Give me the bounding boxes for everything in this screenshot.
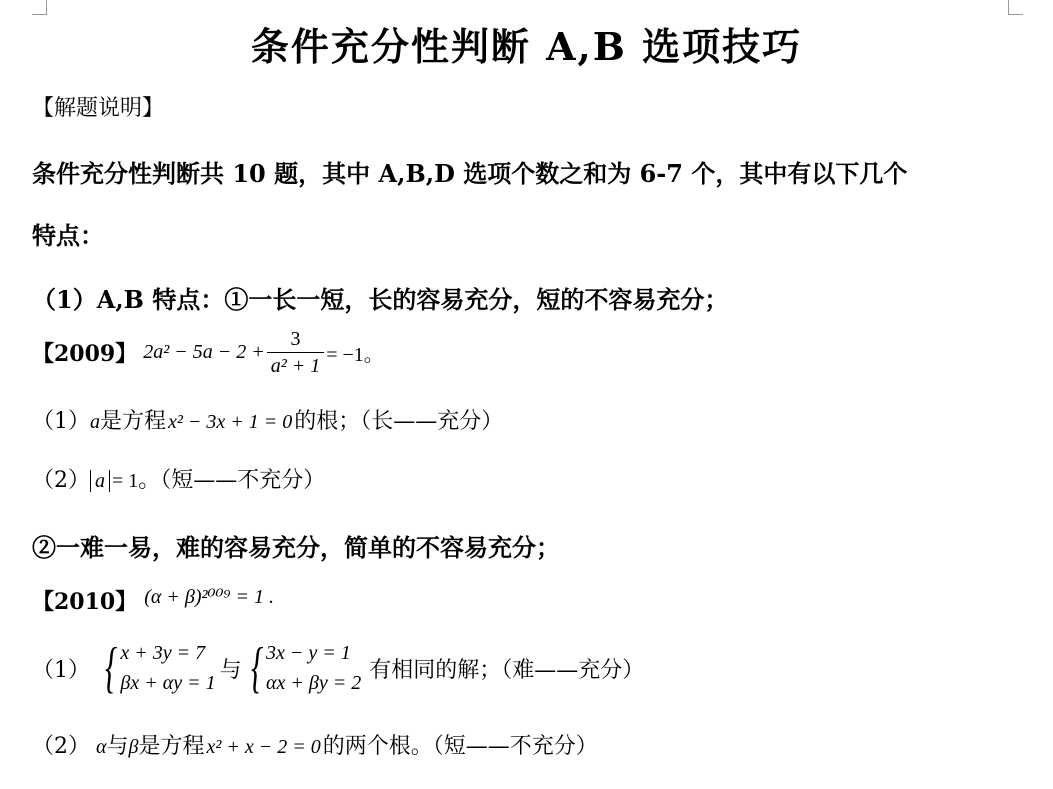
crop-mark-top-right xyxy=(1008,0,1023,15)
condition-1-text2: 的根；（长——充分） xyxy=(294,409,504,434)
condition-2-var1: α xyxy=(96,736,107,758)
example-2009-eq-lhs: 2a² − 5a − 2 + xyxy=(143,341,265,363)
point-1: （1）A,B 特点：①一长一短，长的容易充分，短的不容易充分； xyxy=(32,285,729,314)
condition-2-equation: x² + x − 2 = 0 xyxy=(206,736,321,758)
condition-2-connector: 与 xyxy=(106,734,129,759)
left-brace-icon: { xyxy=(105,637,118,699)
system-1-row-2: βx + αy = 1 xyxy=(120,672,216,694)
system-2-row-1: 3x − y = 1 xyxy=(266,642,351,664)
example-2009-condition-2 xyxy=(32,463,325,494)
crop-mark-top-left xyxy=(32,0,47,15)
intro-line-2: 特点： xyxy=(32,221,104,250)
condition-1-text: 有相同的解；（难——充分） xyxy=(369,657,645,683)
example-2009-condition-1 xyxy=(32,404,503,435)
condition-1-text1: 是方程 xyxy=(100,409,167,434)
condition-2-abs-var: a xyxy=(90,470,110,492)
condition-2-equation: = 1 xyxy=(112,470,139,492)
section-header: 【解题说明】 xyxy=(32,96,165,121)
left-brace-icon: { xyxy=(250,637,264,699)
example-2010-condition-2 xyxy=(32,729,598,760)
condition-2-var2: β xyxy=(128,736,139,758)
condition-2-label: （2） xyxy=(32,468,90,493)
condition-2-text: 。（短——不充分） xyxy=(138,468,326,493)
fraction-numerator: 3 xyxy=(267,326,325,353)
example-2009-tag: 【2009】 xyxy=(32,341,138,367)
condition-2-text2: 的两个根。（短——不充分） xyxy=(322,734,598,759)
example-2009-eq-rhs: = −1。 xyxy=(326,344,384,366)
example-2010 xyxy=(32,585,274,616)
connector-text: 与 xyxy=(219,657,242,683)
equation-system-2 xyxy=(246,638,362,698)
equation-system-1 xyxy=(100,638,216,698)
condition-1-equation: x² − 3x + 1 = 0 xyxy=(168,411,293,433)
system-2-row-2: αx + βy = 2 xyxy=(266,672,362,694)
example-2009 xyxy=(32,326,384,379)
page-title: 条件充分性判断 A,B 选项技巧 xyxy=(250,24,803,69)
condition-2-text1: 是方程 xyxy=(138,734,205,759)
condition-1-var: a xyxy=(90,411,100,433)
condition-1-label: （1） xyxy=(32,657,90,683)
example-2009-fraction xyxy=(267,326,325,379)
fraction-denominator: a² + 1 xyxy=(270,355,321,377)
example-2010-tag: 【2010】 xyxy=(32,589,138,615)
intro-line-1: 条件充分性判断共 10 题，其中 A,B,D 选项个数之和为 6-7 个，其中有以下几个 xyxy=(32,159,908,188)
point-2: ②一难一易，难的容易充分，简单的不容易充分； xyxy=(32,533,560,562)
condition-1-label: （1） xyxy=(32,409,90,434)
example-2010-equation: (α + β)²⁰⁰⁹ = 1 . xyxy=(144,586,274,608)
example-2010-condition-1 xyxy=(32,638,644,698)
system-1-row-1: x + 3y = 7 xyxy=(120,642,206,664)
condition-2-label: （2） xyxy=(32,734,90,759)
